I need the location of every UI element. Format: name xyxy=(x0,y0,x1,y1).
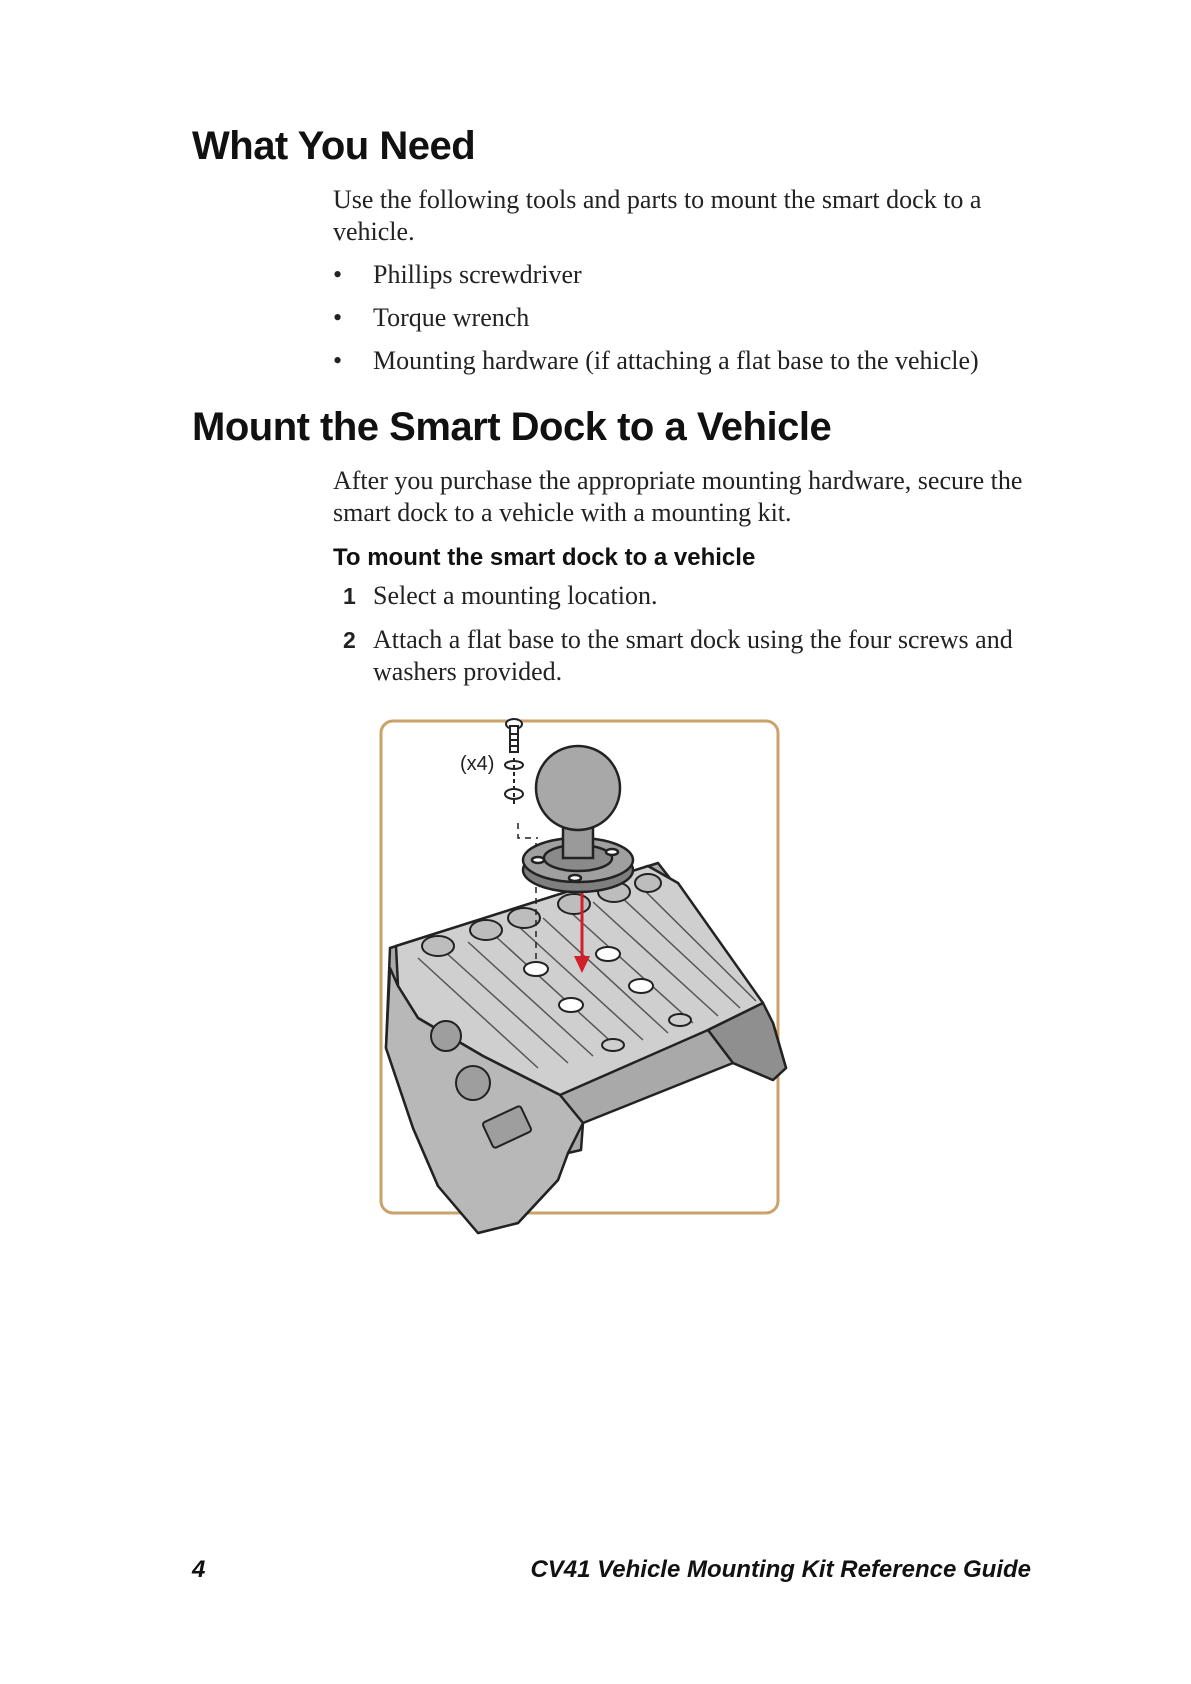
quantity-callout: (x4) xyxy=(460,753,495,775)
mount-intro-paragraph: After you purchase the appropriate mounting hardware, secure the smart dock to a vehicle with a mounting kit. xyxy=(333,466,1023,527)
bullet-icon: • xyxy=(333,303,343,332)
procedure-title: To mount the smart dock to a vehicle xyxy=(333,544,756,571)
intro-paragraph: Use the following tools and parts to mount the smart dock to a vehicle. xyxy=(333,185,982,246)
page-number: 4 xyxy=(192,1556,206,1583)
list-item-text: Torque wrench xyxy=(373,303,530,332)
screw-icon xyxy=(506,719,522,752)
washer-icon xyxy=(505,758,523,804)
ball-mount xyxy=(523,746,633,892)
bullet-icon: • xyxy=(333,260,343,289)
step-number: 2 xyxy=(343,627,356,653)
section-heading-what-you-need: What You Need xyxy=(192,124,476,168)
step-text: Attach a flat base to the smart dock using the four screws and washers provided. xyxy=(373,625,1013,686)
document-title: CV41 Vehicle Mounting Kit Reference Guide xyxy=(530,1556,1031,1583)
list-item-text: Mounting hardware (if attaching a flat base to the vehicle) xyxy=(373,346,979,375)
step-text: Select a mounting location. xyxy=(373,581,658,610)
list-item-text: Phillips screwdriver xyxy=(373,260,582,289)
bullet-icon: • xyxy=(333,346,343,375)
section-heading-mount-smart-dock: Mount the Smart Dock to a Vehicle xyxy=(192,405,832,449)
step-number: 1 xyxy=(343,583,356,609)
mounting-illustration xyxy=(378,718,828,1248)
